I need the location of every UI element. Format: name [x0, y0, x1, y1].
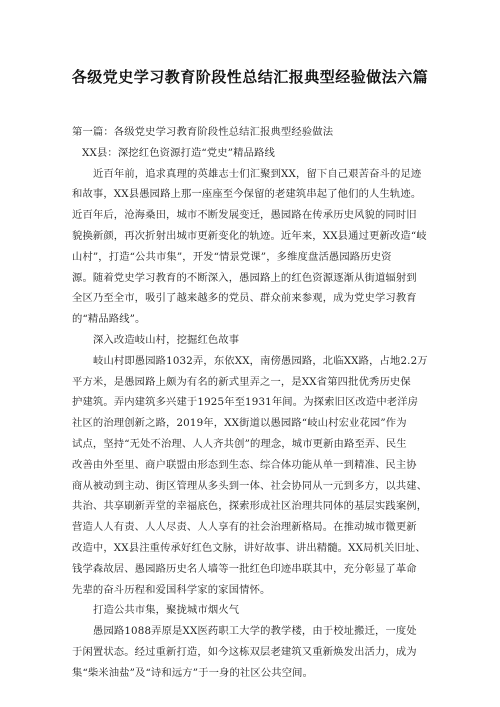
paragraph-line: 改善由外至里、商户联盟由形态到生态、综合体功能从单一到精准、民主协	[72, 458, 417, 471]
paragraph-line: 的“精品路线”。	[72, 313, 146, 326]
paragraph-line: 商从被动到主动、街区管理从多头到一体、社会协同从一元到多方，以共建、	[72, 479, 428, 492]
paragraph-line: 全区乃至全市，吸引了越来越多的党员、群众前来参观，成为党史学习教育	[72, 292, 417, 305]
paragraph-line: 集“柴米油盐”及“诗和远方”于一身的社区公共空间。	[72, 666, 314, 679]
paragraph-line: 营造人人有责、人人尽责、人人享有的社会治理新格局。在推动城市微更新	[72, 521, 417, 534]
paragraph-line: 岐山村即愚园路1032弄，东依XX，南傍愚园路，北临XX路，占地2.2万	[93, 354, 428, 367]
paragraph-line: 山村”，打造“公共市集”，开发“情景党课”，多维度盘活愚园路历史资	[72, 250, 392, 263]
paragraph-line: 共治、共享刷新弄堂的幸福底色，探索形成社区治理共同体的基层实践案例，	[72, 500, 428, 513]
paragraph-line: 先辈的奋斗历程和爱国科学家的家国情怀。	[72, 583, 271, 596]
document-title: 各级党史学习教育阶段性总结汇报典型经验做法六篇	[71, 68, 429, 86]
paragraph-line: 近百年后，沧海桑田，城市不断发展变迁，愚园路在传承历史风貌的同时旧	[72, 209, 417, 222]
subsection-heading: 打造公共市集，聚拢城市烟火气	[93, 604, 240, 617]
paragraph-line: 钱学森故居、愚园路历史名人墙等一批红色印迹串联其中，充分彰显了革命	[72, 562, 417, 575]
paragraph-line: 改造中，XX县注重传承好红色文脉，讲好故事、讲出精髓。XX局机关旧址、	[72, 541, 426, 554]
paragraph-line: 于闲置状态。经过重新打造，如今这栋双层老建筑又重新焕发出活力，成为	[72, 645, 417, 658]
paragraph-line: 护建筑。弄内建筑多兴建于1925年至1931年间。为探索旧区改造中老洋房	[72, 396, 419, 409]
paragraph-line: 平方米，是愚园路上颇为有名的新式里弄之一，是XX省第四批优秀历史保	[72, 375, 411, 388]
document-body	[72, 122, 434, 684]
paragraph-line: 试点，坚持“无处不治理、人人齐共创”的理念，城市更新由路至弄、民生	[72, 437, 407, 450]
subsection-heading: XX县：深挖红色资源打造“党史”精品路线	[82, 146, 275, 159]
subsection-heading: 深入改造岐山村，挖掘红色故事	[93, 333, 240, 346]
paragraph-line: 近百年前，追求真理的英雄志士们汇聚到XX，留下自己艰苦奋斗的足迹	[93, 167, 422, 180]
paragraph-line: 源。随着党史学习教育的不断深入，愚园路上的红色资源逐渐从街道辐射到	[72, 271, 417, 284]
paragraph-line: 貌换新颜，再次折射出城市更新变化的轨迹。近年来，XX县通过更新改造“岐	[72, 229, 427, 242]
paragraph-line: 社区的治理创新之路，2019年，XX街道以愚园路“岐山村宏业花园”作为	[72, 417, 407, 430]
section-heading: 第一篇：各级党史学习教育阶段性总结汇报典型经验做法	[72, 126, 334, 138]
paragraph-line: 愚园路1088弄原是XX医药职工大学的教学楼，由于校址搬迁，一度处	[93, 625, 417, 638]
paragraph-line: 和故事，XX县愚园路上那一座座至今保留的老建筑串起了他们的人生轨迹。	[72, 188, 422, 201]
